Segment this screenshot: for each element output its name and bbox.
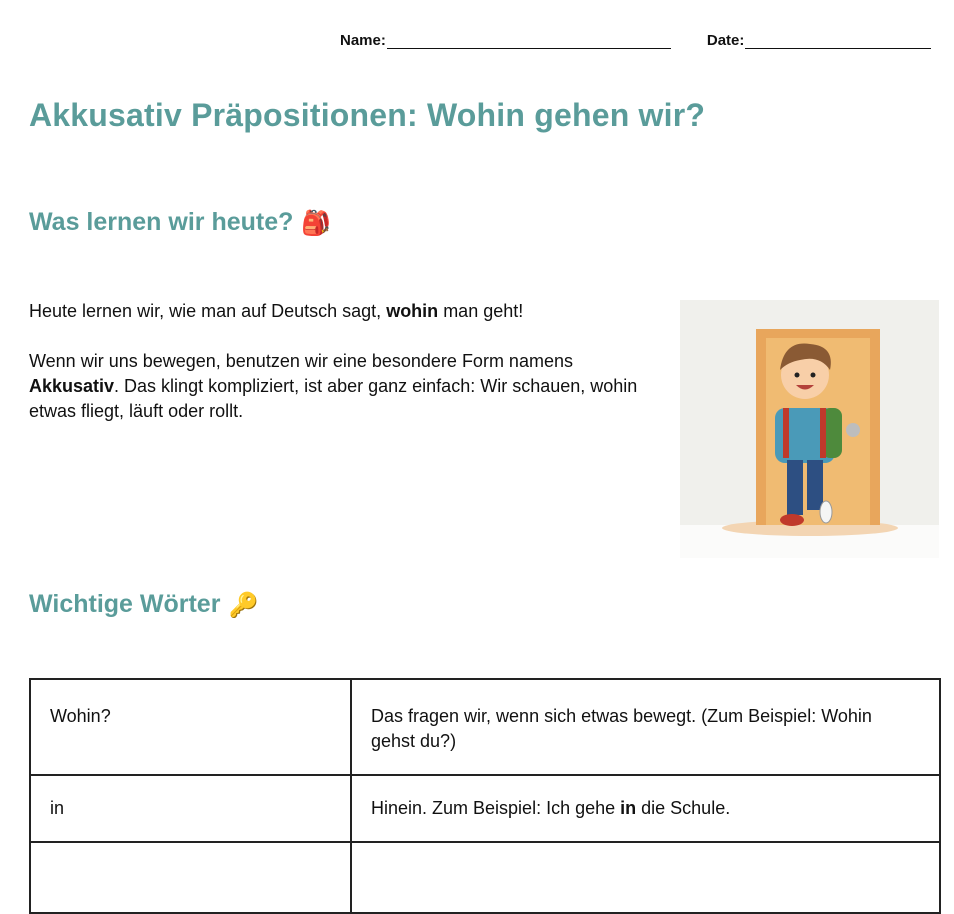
vocab-word: Wohin? <box>30 679 351 775</box>
text: Heute lernen wir, wie man auf Deutsch sagt, <box>29 301 387 321</box>
vocabulary-table <box>29 678 941 914</box>
name-field[interactable] <box>340 32 671 49</box>
boy-door-illustration <box>680 300 939 558</box>
date-label: Date: <box>706 32 745 49</box>
backpack-icon: 🎒 <box>301 208 332 237</box>
vocab-definition <box>351 842 940 913</box>
bold-text: Akkusativ <box>29 376 115 396</box>
vocab-word <box>30 842 351 913</box>
text: die Schule. <box>636 798 731 818</box>
table-row <box>30 679 940 775</box>
worksheet-header <box>340 32 931 49</box>
intro-paragraph-2 <box>29 349 659 424</box>
section-heading-text: Was lernen wir heute? <box>29 208 294 236</box>
vocab-word: in <box>30 775 351 842</box>
name-label: Name: <box>340 32 386 49</box>
date-field[interactable] <box>707 32 932 49</box>
text: man geht! <box>438 301 524 321</box>
vocab-definition <box>351 679 940 775</box>
text: . Das klingt kompliziert, ist aber ganz einfach: Wir schauen, wohin etwas fliegt, läuft oder rollt. <box>29 376 638 421</box>
name-blank-line[interactable] <box>387 34 671 49</box>
date-blank-line[interactable] <box>745 34 931 49</box>
intro-text <box>29 299 659 449</box>
text: Wenn wir uns bewegen, benutzen wir eine besondere Form namens <box>29 351 573 371</box>
vocab-definition <box>351 775 940 842</box>
bold-text: wohin <box>386 301 439 321</box>
table-row <box>30 775 940 842</box>
text: Hinein. Zum Beispiel: Ich gehe <box>371 798 621 818</box>
intro-paragraph-1 <box>29 299 659 324</box>
boy-walking-through-door-image <box>680 300 939 558</box>
page-title: Akkusativ Präpositionen: Wohin gehen wir? <box>29 97 706 133</box>
bold-text: in <box>620 798 637 818</box>
table-row <box>30 842 940 913</box>
text: Das fragen wir, wenn sich etwas bewegt. (Zum Beispiel: Wohin gehst du?) <box>371 706 872 751</box>
section-heading-learn-today <box>29 208 331 237</box>
section-heading-text: Wichtige Wörter <box>29 590 221 618</box>
section-heading-important-words <box>29 590 258 619</box>
key-icon: 🔑 <box>228 590 259 619</box>
